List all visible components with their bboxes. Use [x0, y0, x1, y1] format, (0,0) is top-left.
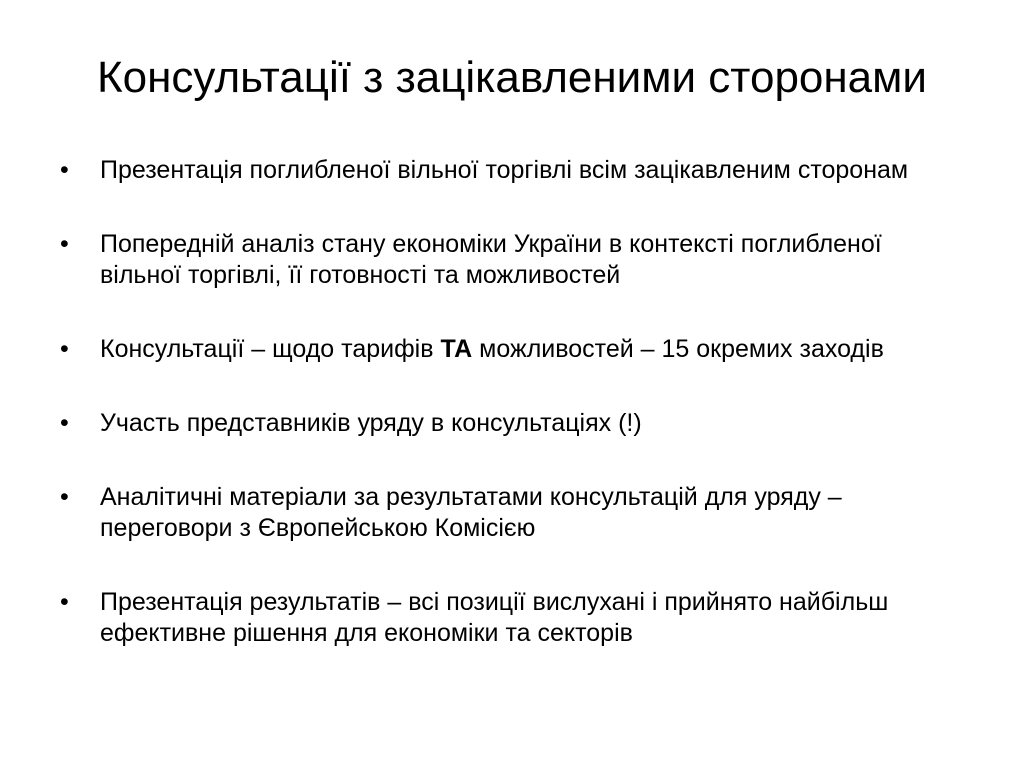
bullet-text [100, 335, 884, 363]
bullet-item [60, 229, 960, 291]
bullet-list [60, 155, 960, 649]
bullet-text: Участь представників уряду в консультаціях (!) [100, 409, 642, 437]
bullet-text: Попередній аналіз стану економіки України в контексті поглибленої вільної торгівлі, її готовності та можливостей [100, 230, 882, 289]
bullet-point: • [60, 409, 69, 437]
bullet-point: • [60, 588, 69, 616]
bullet-point: • [60, 483, 69, 511]
bullet-item [60, 408, 960, 439]
bullet-text-part: Консультації – щодо тарифів [100, 335, 441, 363]
bullet-text-part: можливостей – 15 окремих заходів [472, 335, 884, 363]
bullet-point: • [60, 156, 69, 184]
bullet-item [60, 482, 960, 544]
bullet-text: Презентація результатів – всі позиції вислухані і прийнято найбільш ефективне рішення для економіки та секторів [100, 588, 889, 647]
bullet-point: • [60, 335, 69, 363]
bullet-item [60, 155, 960, 186]
bullet-text: Аналітичні матеріали за результатами консультацій для уряду – переговори з Європейською Комісією [100, 483, 842, 542]
bullet-item [60, 334, 960, 365]
bullet-text-bold: ТА [440, 335, 473, 363]
bullet-text: Презентація поглибленої вільної торгівлі всім зацікавленим сторонам [100, 156, 909, 184]
bullet-item [60, 587, 960, 649]
bullet-point: • [60, 230, 69, 258]
slide-title: Консультації з зацікавленими сторонами [97, 53, 927, 102]
